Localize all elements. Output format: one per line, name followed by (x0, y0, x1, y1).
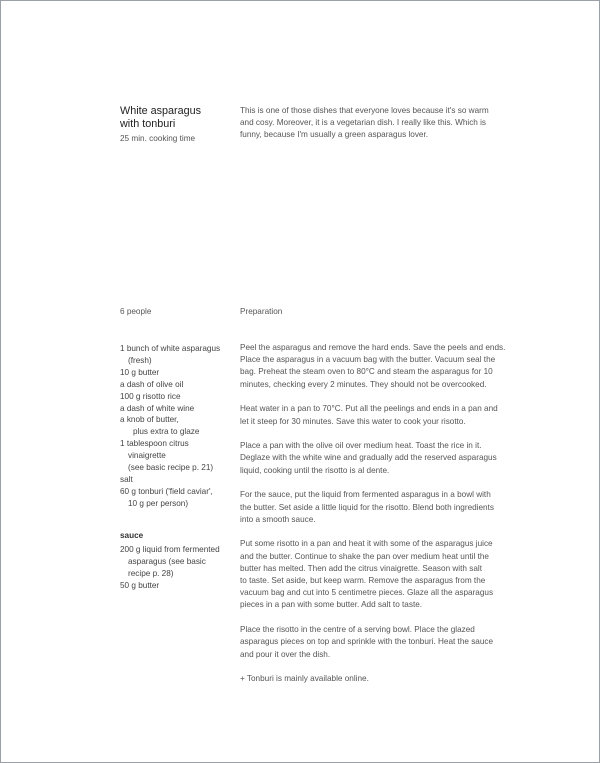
title-line: with tonburi (120, 118, 176, 130)
preparation-step (240, 624, 505, 661)
step-line: into a smooth sauce. (240, 514, 316, 524)
ingredient-line: 1 bunch of white asparagus (120, 344, 221, 353)
step-line: the butter. Set aside a little liquid for the risotto. Blend both ingredients (240, 502, 494, 512)
ingredient-line: vinaigrette (128, 451, 166, 461)
step-line: Place the risotto in the centre of a serving bowl. Place the glazed (240, 625, 475, 635)
intro-line: and cosy. Moreover, it is a vegetarian dish. I really like this. Which is (240, 118, 487, 128)
step-line: For the sauce, put the liquid from fermented asparagus in a bowl with (240, 490, 491, 500)
ingredient-line: 10 g per person) (128, 498, 189, 508)
step-line: pieces in a pan with some butter. Add salt to taste. (240, 600, 423, 610)
preparation-step (240, 403, 505, 427)
cooking-time: 25 min. cooking time (120, 134, 196, 143)
step-line: Place a pan with the olive oil over medium heat. Toast the rice in it. (240, 441, 482, 451)
step-line: liquid, cooking until the risotto is al dente. (240, 465, 390, 475)
sauce-ingredient-list (120, 544, 232, 592)
ingredient-line: 10 g butter (120, 367, 160, 377)
ingredient-line: (see basic recipe p. 21) (128, 463, 214, 473)
step-line: Put some risotto in a pan and heat it with some of the asparagus juice (240, 539, 493, 549)
step-line: let it steep for 30 minutes. Save this water to cook your risotto. (240, 416, 466, 426)
ingredient-line: 100 g risotto rice (120, 391, 181, 401)
ingredient-line: (fresh) (128, 355, 152, 365)
step-line: asparagus pieces on top and sprinkle with the tonburi. Heat the sauce (240, 637, 494, 647)
step-line: and the butter. Continue to shake the pan over medium heat until the (240, 551, 489, 561)
step-line: Deglaze with the white wine and gradually add the reserved asparagus (240, 453, 497, 463)
ingredient-line: asparagus (see basic (128, 556, 206, 566)
step-line: Place the asparagus in a vacuum bag with the butter. Vacuum seal the (240, 355, 496, 365)
step-line: to taste. Set aside, but keep warm. Remove the asparagus from the (240, 576, 486, 586)
step-line: bag. Preheat the steam oven to 80°C and steam the asparagus for 10 (240, 367, 493, 377)
intro-paragraph (240, 105, 505, 142)
ingredient-line: 200 g liquid from fermented (120, 545, 220, 554)
ingredient-line: plus extra to glaze (133, 427, 200, 437)
preparation-step (240, 440, 505, 477)
footnote: + Tonburi is mainly available online. (240, 674, 369, 684)
servings: 6 people (120, 307, 152, 316)
preparation-heading: Preparation (240, 307, 283, 316)
sauce-heading: sauce (120, 531, 144, 540)
ingredient-line: salt (120, 474, 133, 484)
title-line: White asparagus (120, 105, 202, 117)
preparation-step (240, 489, 505, 526)
ingredient-line: a knob of butter, (120, 415, 179, 425)
step-line: Heat water in a pan to 70°C. Put all the peelings and ends in a pan and (240, 404, 498, 414)
step-line: vacuum bag and cut into 5 centimetre pieces. Glaze all the asparagus (240, 588, 494, 598)
recipe-title (120, 105, 230, 131)
intro-line: funny, because I'm usually a green asparagus lover. (240, 130, 429, 140)
ingredient-line: 50 g butter (120, 580, 160, 590)
ingredient-line: a dash of white wine (120, 403, 195, 413)
step-line: minutes, checking every 2 minutes. They should not be overcooked. (240, 379, 487, 389)
step-line: and pour it over the dish. (240, 649, 331, 659)
preparation-step (240, 342, 505, 391)
ingredient-line: 60 g tonburi ('field caviar', (120, 486, 213, 496)
ingredient-line: recipe p. 28) (128, 568, 174, 578)
ingredient-list (120, 343, 232, 510)
preparation-step (240, 538, 505, 611)
intro-line: This is one of those dishes that everyone loves because it's so warm (240, 106, 489, 115)
ingredient-line: 1 tablespoon citrus (120, 439, 189, 449)
ingredient-line: a dash of olive oil (120, 379, 184, 389)
step-line: butter has melted. Then add the citrus vinaigrette. Season with salt (240, 563, 482, 573)
preparation-steps (240, 342, 505, 685)
step-line: Peel the asparagus and remove the hard ends. Save the peels and ends. (240, 343, 506, 352)
